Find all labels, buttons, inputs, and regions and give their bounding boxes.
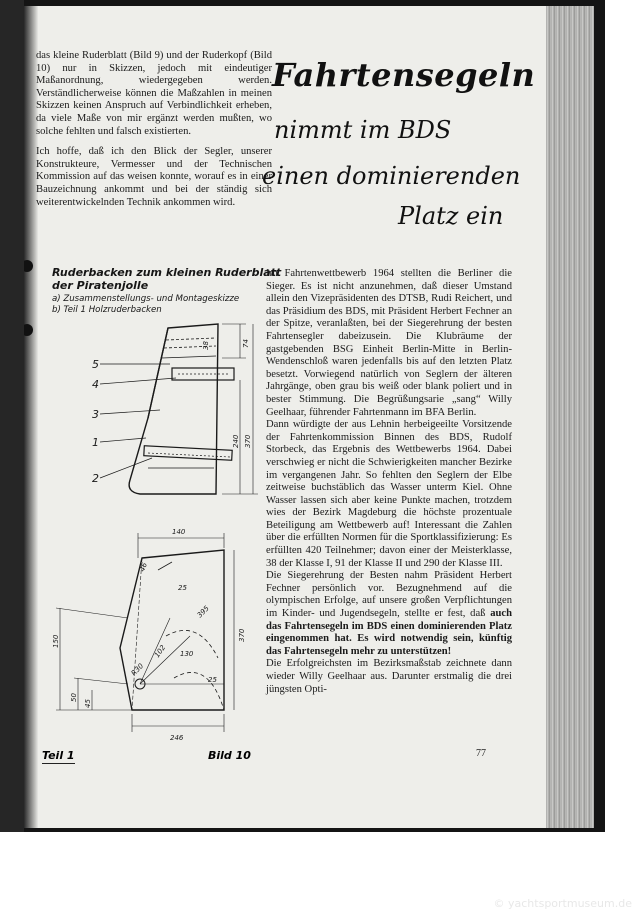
part-number-3: 3 (92, 408, 99, 421)
article-paragraph-1: Im Fahrtenwettbewerb 1964 stellten die Berliner die Sieger. Es ist nicht anzunehmen, daß dieser Umstand allein den Vizepräsidenten des DTSB, Rudi Reichert, und das Präsidium des BDS, mit Präsident Herbert Fechner an der Spitze, veranlaßten, bei der Siegerehrung der besten Fahrtensegler dabeizusein. Die Klubräume der gastgebenden BSG Einheit Berlin-Mitte in Berlin-Wendenschloß waren jedenfalls bis auf den letzten Platz besetzt. Vorwiegend natürlich von Seglern der älteren Jahrgänge, oben grau bis weiß oder blank poliert und in bester Stimmung. Die Begrüßungsarie „sang“ Willy Geelhaar, führender Fahrtenmann im BFA Berlin. (266, 268, 512, 418)
dim-a-240: 240 (232, 434, 240, 448)
figure-subtitle-b: b) Teil 1 Holzruderbacken (52, 305, 162, 315)
dim-b-25-top: 25 (178, 584, 187, 592)
headline-line-3: einen dominierenden (262, 162, 521, 190)
headline-line-2: nimmt im BDS (274, 116, 452, 144)
drawing-a (100, 324, 258, 494)
teil-label: Teil 1 (42, 749, 75, 762)
part-number-4: 4 (92, 378, 99, 391)
binding-hole-marks (24, 256, 36, 346)
headline-line-1: Fahrtensegeln (272, 56, 536, 94)
dim-b-r30: R30 (129, 662, 146, 678)
bild-label: Bild 10 (208, 749, 251, 762)
figure-subtitle-a: a) Zusammenstellungs- und Montageskizze (52, 294, 240, 304)
dimension-labels-a (202, 339, 252, 448)
drawing-b (56, 533, 234, 732)
article-paragraph-3-bold: auch das Fahrtensegeln im BDS einen dominierenden Platz eingenommen hat. Es wird notwendig sein, künftig das Fahrtensegeln mehr zu unterstützen! (266, 608, 513, 657)
book-binding-left (0, 0, 24, 832)
dim-b-25-bottom: 25 (208, 676, 217, 684)
technical-drawing (48, 318, 258, 748)
article-paragraph-3-text: Die Siegerehrung der Besten nahm Präsident Herbert Fechner persönlich vor. Bezugnehmend auf die olympischen Erfolge, auf unsere großen Verpflichtungen im Kinder- und Jugendsegeln, stellte er fest, daß (266, 570, 512, 620)
dim-b-50: 50 (70, 693, 78, 702)
dim-b-130: 130 (180, 650, 194, 658)
dim-b-395: 395 (195, 604, 211, 620)
magazine-page (24, 6, 546, 828)
intro-paragraph-1: das kleine Ruderblatt (Bild 9) und der Ruderkopf (Bild 10) nur in Skizzen, jedoch mit eindeutiger Maßanordnung, wiedergegeben werden. Verständlicherweise können die Maßzahlen in meinen Skizzen keinen Anspruch auf Verbindlichkeit erheben, da viele Maße von mir ergänzt werden mußten, wo solche fehlten und falsch existierten. (36, 50, 272, 137)
part-number-labels (92, 358, 99, 485)
dim-b-45: 45 (84, 699, 92, 708)
part-number-5: 5 (92, 358, 99, 371)
book-page-edges (546, 6, 594, 828)
part-number-2: 2 (92, 472, 99, 485)
article-paragraph-3 (266, 570, 512, 658)
part-number-1: 1 (92, 436, 99, 449)
figure-title-line-1: Ruderbacken zum kleinen Ruderblatt (52, 266, 282, 279)
dim-b-102: 102 (153, 643, 168, 660)
dim-b-150: 150 (52, 634, 60, 648)
intro-paragraph-2: Ich hoffe, daß ich den Blick der Segler, unserer Konstrukteure, Vermesser und der Technischen Kommission auf das weisen konnte, worauf es in einer Bauzeichnung ankommt und bei der ständig sich weiterentwickelnden Technik ankommen wird. (36, 146, 272, 208)
article-paragraph-4: Die Erfolgreichsten im Bezirksmaßstab zeichnete dann wieder Willy Geelhaar aus. Darunter erstmalig die drei jüngsten Opti- (266, 658, 512, 695)
dim-a-38: 38 (202, 341, 210, 350)
dim-a-370: 370 (244, 434, 252, 448)
figure-title-line-2: der Piratenjolle (52, 279, 149, 292)
article-paragraph-2: Dann würdigte der aus Lehnin herbeigeeilte Vorsitzende der Fahrtenkommission Binnen des BDS, Rudolf Storbeck, das Ergebnis des Wettbewerbs 1964. Dabei verschwieg er nicht die Schwierigkeiten mancher Bezirke im vergangenen Jahr. So fehlten den Seglern der Elbe zeitweise buchstäblich das Wasser unterm Kiel. Ohne Wasser lassen sich aber keine Punkte machen, trotzdem wies der Bezirk Magdeburg die höchste prozentuale Beteiligung am Wettbewerb auf! Interessant die Zahlen über die erfüllten Normen für die Sportklassifizierung: Es erfüllten 420 Teilnehmer; davon einer der Meisterklasse, 38 der Klasse I, 91 der Klasse II und 290 der Klasse III. (266, 419, 512, 569)
headline-line-4: Platz ein (398, 202, 504, 230)
watermark-text: © yachtsportmuseum.de (493, 897, 632, 910)
page-number: 77 (476, 748, 486, 759)
dim-b-46: 46 (138, 561, 149, 573)
right-column-article (266, 268, 512, 696)
dim-b-370: 370 (238, 628, 246, 642)
dim-a-74: 74 (242, 339, 250, 348)
dim-b-246: 246 (170, 734, 184, 742)
left-column-intro (36, 50, 272, 217)
dim-b-140: 140 (172, 528, 186, 536)
